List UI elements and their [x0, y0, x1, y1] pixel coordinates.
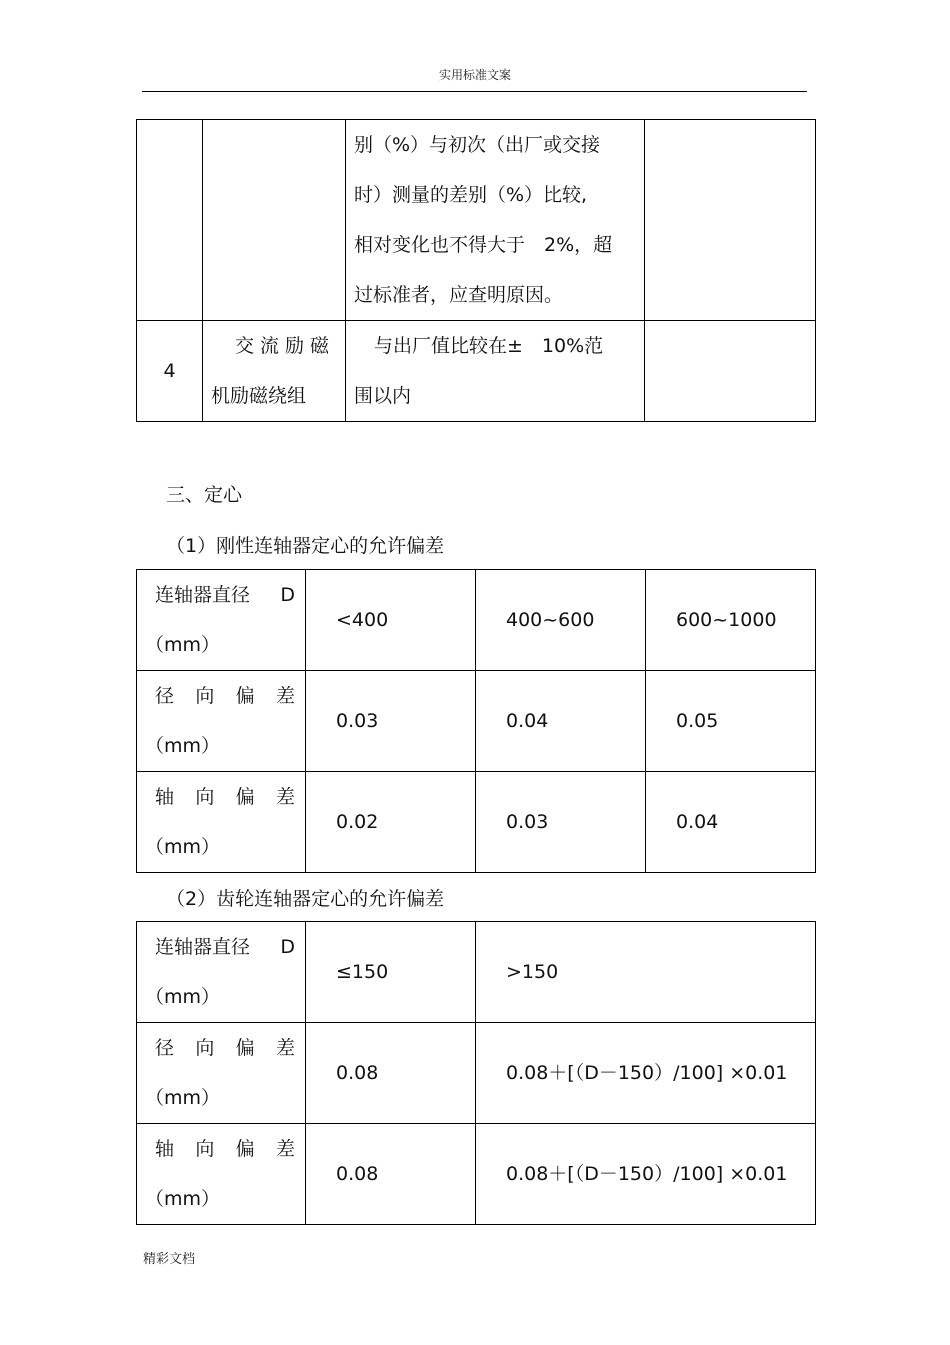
table-row: [137, 570, 816, 671]
label-text: 连轴器直径: [155, 584, 251, 606]
table-row: [137, 772, 816, 873]
label-text: D: [280, 584, 295, 606]
value-cell: 0.08: [306, 1023, 476, 1124]
value-cell: 0.03: [306, 671, 476, 772]
label-char: 向: [195, 786, 215, 808]
value-cell: 600~1000: [646, 570, 816, 671]
label-text: D: [280, 936, 295, 958]
value-cell: ≤150: [306, 922, 476, 1023]
label-char: 偏: [235, 1138, 255, 1160]
table-row: [137, 922, 816, 1023]
label-char: 向: [195, 1138, 215, 1160]
label-char: 轴: [155, 1138, 175, 1160]
row-number-cell: [137, 120, 203, 321]
label-char: 径: [155, 685, 175, 707]
requirement-cell: [346, 120, 645, 321]
unit-text: （mm）: [145, 836, 221, 858]
row-label-cell: [137, 1124, 306, 1225]
unit-text: （mm）: [145, 634, 221, 656]
page-header: 实用标准文案: [438, 68, 511, 82]
unit-text: （mm）: [145, 1188, 221, 1210]
table-row: [137, 120, 816, 321]
value-cell: 0.04: [646, 772, 816, 873]
subsection-title-1: （1）刚性连轴器定心的允许偏差: [166, 535, 445, 557]
requirement-line: 别（%）与初次（出厂或交接: [354, 134, 601, 156]
value-cell: 400~600: [476, 570, 646, 671]
note-cell: [645, 321, 816, 422]
requirement-line: 相对变化也不得大于 2%，超: [354, 234, 613, 256]
value-cell: 0.08＋[（D－150）/100] ×0.01: [476, 1124, 816, 1225]
gear-coupling-tolerance-table: [136, 921, 816, 1225]
value-cell: 0.08: [306, 1124, 476, 1225]
label-char: 径: [155, 1037, 175, 1059]
row-number-cell: 4: [137, 321, 203, 422]
requirement-line: 围以内: [354, 385, 412, 407]
page-footer: 精彩文档: [143, 1252, 196, 1267]
subsection-title-2: （2）齿轮连轴器定心的允许偏差: [166, 888, 445, 910]
value-cell: <400: [306, 570, 476, 671]
value-cell: 0.04: [476, 671, 646, 772]
label-char: 偏: [235, 1037, 255, 1059]
label-char: 差: [275, 1138, 295, 1160]
value-cell: 0.02: [306, 772, 476, 873]
unit-text: （mm）: [145, 1087, 221, 1109]
value-cell: 0.05: [646, 671, 816, 772]
label-char: 差: [275, 1037, 295, 1059]
item-line: 交流励磁: [234, 335, 335, 357]
unit-text: （mm）: [145, 735, 221, 757]
row-label-cell: [137, 1023, 306, 1124]
table-row: [137, 1124, 816, 1225]
value-cell: 0.03: [476, 772, 646, 873]
table-row: [137, 671, 816, 772]
rigid-coupling-tolerance-table: [136, 569, 816, 873]
test-table-continuation: [136, 119, 816, 422]
note-cell: [645, 120, 816, 321]
label-char: 偏: [235, 685, 255, 707]
requirement-line: 与出厂值比较在± 10%范: [374, 335, 604, 357]
label-char: 向: [195, 1037, 215, 1059]
table-row: [137, 321, 816, 422]
label-text: 连轴器直径: [155, 936, 251, 958]
row-label-cell: [137, 570, 306, 671]
table-row: [137, 1023, 816, 1124]
requirement-line: 过标准者，应查明原因。: [354, 284, 564, 306]
label-char: 轴: [155, 786, 175, 808]
row-label-cell: [137, 772, 306, 873]
item-cell: [203, 321, 346, 422]
label-char: 向: [195, 685, 215, 707]
row-label-cell: [137, 671, 306, 772]
header-rule: [142, 91, 807, 92]
unit-text: （mm）: [145, 986, 221, 1008]
label-char: 差: [275, 685, 295, 707]
section-heading: 三、定心: [166, 484, 243, 506]
value-cell: >150: [476, 922, 816, 1023]
value-cell: 0.08＋[（D－150）/100] ×0.01: [476, 1023, 816, 1124]
label-char: 差: [275, 786, 295, 808]
item-line: 机励磁绕组: [211, 385, 307, 407]
row-label-cell: [137, 922, 306, 1023]
requirement-cell: [346, 321, 645, 422]
label-char: 偏: [235, 786, 255, 808]
item-cell: [203, 120, 346, 321]
requirement-line: 时）测量的差别（%）比较,: [354, 184, 588, 206]
